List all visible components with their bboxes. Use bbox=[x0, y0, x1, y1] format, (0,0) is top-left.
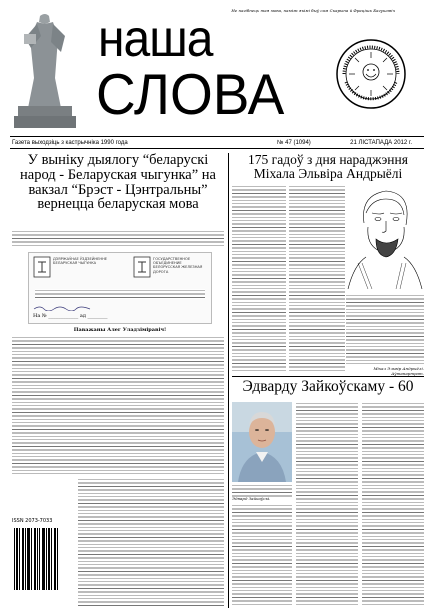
andrioli-body-col2 bbox=[289, 185, 345, 373]
card-header-by: ДЗЯРЖАЎНАЕ ЎЗДЗЕЙНЕННЕ БЕЛАРУСКАЯ ЧЫГУНКА bbox=[53, 257, 108, 266]
railway-emblem-icon bbox=[33, 256, 51, 278]
andrioli-portrait bbox=[346, 183, 424, 289]
left-story-headline: У выніку дыялогу “беларускі народ - Беларуская чыгунка” на вакзал “Брэст - Цэнтральны” вернецца беларуская мова bbox=[20, 152, 216, 213]
story-divider bbox=[232, 376, 424, 377]
zaikouski-body-col1 bbox=[232, 504, 292, 606]
column-divider bbox=[228, 153, 229, 608]
masthead-tagline: Не пагібнець тая мова, паміж якімі быў сам Скарына й Фрацішк Багушэвіч bbox=[231, 8, 395, 13]
andrioli-headline: 175 гадоў з дня нараджэння Міхала Эльвіра Андрыёлі bbox=[248, 152, 408, 181]
zaikouski-headline: Эдварду Зайкоўскаму - 60 bbox=[242, 378, 414, 395]
letter-stamp bbox=[33, 305, 133, 313]
zaikouski-caption: Эдвард Зайкоўскі. bbox=[232, 496, 271, 501]
issue-date: 21 ЛІСТАПАДА 2012 г. bbox=[350, 139, 412, 146]
left-story-body-2 bbox=[78, 478, 224, 606]
newspaper-title-line2: СЛОВА bbox=[96, 61, 285, 127]
issue-info-bar bbox=[12, 138, 424, 147]
andrioli-body-col1 bbox=[232, 185, 286, 373]
left-story-body bbox=[12, 336, 224, 476]
info-bar-divider bbox=[10, 148, 424, 149]
card-header-ru: ГОСУДАРСТВЕННОЕ ОБЪЕДИНЕНИЕ БЕЛОРУССКАЯ ЖЕЛЕЗНАЯ ДОРОГА bbox=[153, 257, 203, 274]
statue-image bbox=[10, 10, 80, 128]
doc-number: На № ____________ ад ________ bbox=[33, 313, 108, 319]
tbm-seal-emblem bbox=[335, 38, 407, 110]
zaikouski-body-col2 bbox=[296, 402, 358, 606]
handwriting-mark bbox=[33, 305, 103, 311]
zaikouski-body-col3 bbox=[362, 402, 424, 606]
newspaper-title-line1: наша bbox=[98, 10, 213, 69]
barcode-icon bbox=[12, 526, 60, 600]
railway-emblem-icon-2 bbox=[133, 256, 151, 278]
issn-label: ISSN 2073-7033 bbox=[12, 518, 53, 524]
letter-greeting: Паважаны Алег Уладзіміравіч! bbox=[73, 327, 167, 333]
issue-number: № 47 (1094) bbox=[277, 139, 311, 146]
letterhead-address bbox=[35, 289, 205, 299]
left-story-lead bbox=[12, 230, 224, 248]
masthead-divider bbox=[10, 136, 424, 137]
founded-note: Газета выходзіць з кастрычніка 1990 года bbox=[12, 139, 128, 146]
andrioli-caption: Міхал Эльвір Андрыёлі. Аўтапартрэт. bbox=[373, 366, 424, 376]
letterhead-document bbox=[28, 252, 212, 324]
andrioli-body-col3 bbox=[346, 294, 424, 364]
zaikouski-photo bbox=[232, 402, 292, 482]
